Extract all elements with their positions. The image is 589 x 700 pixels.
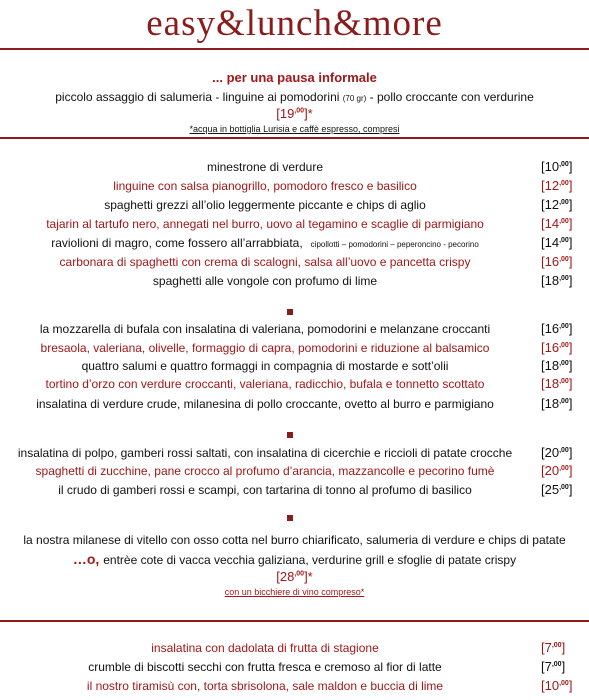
menu-item — [0, 679, 530, 693]
menu-item-price — [541, 159, 572, 174]
menu-item-price — [541, 340, 572, 355]
menu-item-price — [541, 216, 572, 231]
price-close: ] — [568, 197, 573, 212]
price-close: ] — [568, 358, 573, 373]
menu-item-price — [541, 659, 565, 674]
promo-line-a-b: - pollo croccante con verdurine — [369, 90, 534, 104]
menu-item-price — [541, 376, 572, 391]
price-decimal: ,00 — [559, 484, 569, 491]
menu-item-name: raviolioni di magro, come fossero all’arrabbiata, — [51, 236, 303, 250]
menu-item — [0, 236, 530, 250]
price-main: [12 — [541, 197, 560, 212]
price-close: ] — [568, 178, 573, 193]
price-close: ] — [568, 463, 573, 478]
promo-line-a-small: (70 gr) — [342, 94, 367, 103]
menu-item — [0, 377, 530, 391]
menu-item-name: bresaola, valeriana, olivelle, formaggio di capra, pomodorini e riduzione al balsamico — [40, 341, 490, 355]
promo-divider — [0, 137, 589, 139]
price-close: ] — [568, 396, 573, 411]
price-main: [18 — [541, 376, 560, 391]
carne-price-dec: ,00 — [294, 570, 305, 578]
menu-item-name: quattro salumi e quattro formaggi in compagnia di mostarde e sott’olii — [81, 359, 449, 373]
menu-item — [0, 179, 530, 193]
price-close: ] — [561, 640, 566, 655]
price-main: [16 — [541, 340, 560, 355]
menu-item — [0, 397, 530, 411]
carne-line-1: la nostra milanese di vitello con osso cotta nel burro chiarificato, salumeria di verdure e chips di patate — [23, 533, 566, 547]
section-bullet — [287, 432, 293, 438]
carne-line-2 — [0, 551, 589, 567]
menu-item-name: insalatina di polpo, gamberi rossi saltati, con insalatina di cicerchie e riccioli di patate crocche — [17, 446, 513, 460]
menu-item — [0, 217, 530, 231]
price-close: ] — [568, 216, 573, 231]
price-decimal: ,00 — [559, 275, 569, 282]
menu-item-name: spaghetti di zucchine, pane crocco al profumo d’arancia, mazzancolle e pecorino fumè — [35, 464, 495, 478]
price-main: [12 — [541, 178, 560, 193]
menu-item-name: insalatina di verdure crude, milanesina di pollo croccante, ovetto al burro e parmigiano — [36, 397, 494, 411]
menu-item-price — [541, 482, 572, 497]
price-decimal: ,00 — [559, 199, 569, 206]
price-close: ] — [568, 321, 573, 336]
price-main: [16 — [541, 321, 560, 336]
menu-item — [0, 359, 530, 373]
menu-item-detail: cipollotti – pomodorini – peperoncino - pecorino — [310, 240, 479, 249]
menu-item — [0, 198, 530, 212]
menu-item — [0, 464, 530, 478]
menu-item-price — [541, 273, 572, 288]
price-close: ] — [568, 340, 573, 355]
carne-price — [0, 569, 589, 584]
menu-item — [0, 446, 530, 460]
dolci-divider — [0, 620, 589, 622]
menu-item-price — [541, 445, 572, 460]
promo-price-main: [19 — [276, 106, 295, 121]
price-decimal: ,00 — [559, 447, 569, 454]
menu-item-name: minestrone di verdure — [206, 160, 324, 174]
price-decimal: ,00 — [559, 180, 569, 187]
menu-item-price — [541, 197, 572, 212]
carne-line-2-prefix: …o, — [72, 551, 104, 567]
menu-item-price — [541, 396, 572, 411]
menu-item — [0, 255, 530, 269]
promo-line — [0, 90, 589, 104]
menu-item-name: carbonara di spaghetti con crema di scalogni, salsa all’uovo e pancetta crispy — [59, 255, 471, 269]
promo-price-dec: ,00 — [294, 107, 305, 115]
promo-price — [0, 106, 589, 121]
promo-note: *acqua in bottiglia Lurisia e caffè espresso, compresi — [189, 124, 400, 134]
menu-item-price — [541, 235, 572, 250]
title-divider — [0, 48, 589, 50]
menu-item-price — [541, 321, 572, 336]
price-main: [16 — [541, 254, 560, 269]
price-main: [18 — [541, 273, 560, 288]
menu-item-name: il nostro tiramisù con, torta sbrisolona, sale maldon e buccia di lime — [86, 679, 444, 693]
price-decimal: ,00 — [559, 465, 569, 472]
price-main: [10 — [541, 159, 560, 174]
menu-item — [0, 160, 530, 174]
price-main: [18 — [541, 358, 560, 373]
price-decimal: ,00 — [559, 161, 569, 168]
price-decimal: ,00 — [559, 237, 569, 244]
price-main: [20 — [541, 445, 560, 460]
section-bullet — [287, 515, 293, 521]
menu-item — [0, 641, 530, 655]
carne-price-close: ]* — [304, 569, 313, 584]
price-main: [7 — [541, 640, 552, 655]
menu-item-name: insalatina con dadolata di frutta di stagione — [151, 641, 379, 655]
promo-heading: ... per una pausa informale — [212, 70, 377, 85]
section-bullet — [287, 309, 293, 315]
price-close: ] — [568, 273, 573, 288]
menu-item-price — [541, 678, 572, 693]
price-decimal: ,00 — [559, 342, 569, 349]
menu-item-price — [541, 178, 572, 193]
price-decimal: ,00 — [559, 218, 569, 225]
price-close: ] — [568, 678, 573, 693]
price-decimal: ,00 — [551, 661, 562, 668]
price-close: ] — [568, 159, 573, 174]
price-close: ] — [568, 376, 573, 391]
menu-item-price — [541, 358, 572, 373]
menu-item-price — [541, 463, 572, 478]
price-main: [25 — [541, 482, 560, 497]
menu-item-price — [541, 640, 565, 655]
menu-item-name: spaghetti grezzi all’olio leggermente piccante e chips di aglio — [104, 198, 426, 212]
price-decimal: ,00 — [559, 256, 569, 263]
price-decimal: ,00 — [559, 360, 569, 367]
menu-item-name: tortino d’orzo con verdure croccanti, valeriana, radicchio, bufala e tonnetto scottato — [45, 377, 485, 391]
carne-line-2-text: entrèe cote di vacca vecchia galiziana, verdurine grill e sfoglie di patate crispy — [103, 553, 517, 567]
carne-note: con un bicchiere di vino compreso* — [224, 587, 365, 597]
menu-item — [0, 341, 530, 355]
menu-item-name: crumble di biscotti secchi con frutta fresca e cremoso al fior di latte — [88, 660, 442, 674]
price-main: [14 — [541, 216, 560, 231]
menu-item — [0, 274, 530, 288]
menu-item — [0, 322, 530, 336]
menu-item-price — [541, 254, 572, 269]
page-title: easy&lunch&more — [146, 3, 443, 44]
promo-price-close: ]* — [304, 106, 313, 121]
menu-item-name: il crudo di gamberi rossi e scampi, con tartarina di tonno al profumo di basilico — [58, 483, 472, 497]
price-decimal: ,00 — [559, 323, 569, 330]
price-decimal: ,00 — [551, 642, 562, 649]
menu-item-name: la mozzarella di bufala con insalatina di valeriana, pomodorini e melanzane croccanti — [39, 322, 491, 336]
price-main: [18 — [541, 396, 560, 411]
price-main: [10 — [541, 678, 560, 693]
price-close: ] — [561, 659, 566, 674]
price-main: [14 — [541, 235, 560, 250]
price-close: ] — [568, 254, 573, 269]
price-main: [7 — [541, 659, 552, 674]
price-decimal: ,00 — [559, 680, 569, 687]
price-decimal: ,00 — [559, 378, 569, 385]
price-close: ] — [568, 482, 573, 497]
menu-item — [0, 483, 530, 497]
price-close: ] — [568, 445, 573, 460]
price-decimal: ,00 — [559, 398, 569, 405]
menu-item-name: linguine con salsa pianogrillo, pomodoro fresco e basilico — [113, 179, 417, 193]
price-close: ] — [568, 235, 573, 250]
menu-item-name: spaghetti alle vongole con profumo di lime — [152, 274, 378, 288]
carne-price-main: [28 — [276, 569, 295, 584]
menu-item-name: tajarin al tartufo nero, annegati nel burro, uovo al tegamino e scaglie di parmigiano — [46, 217, 484, 231]
promo-line-a: piccolo assaggio di salumeria - linguine ai pomodorini — [55, 90, 340, 104]
menu-item — [0, 660, 530, 674]
price-main: [20 — [541, 463, 560, 478]
